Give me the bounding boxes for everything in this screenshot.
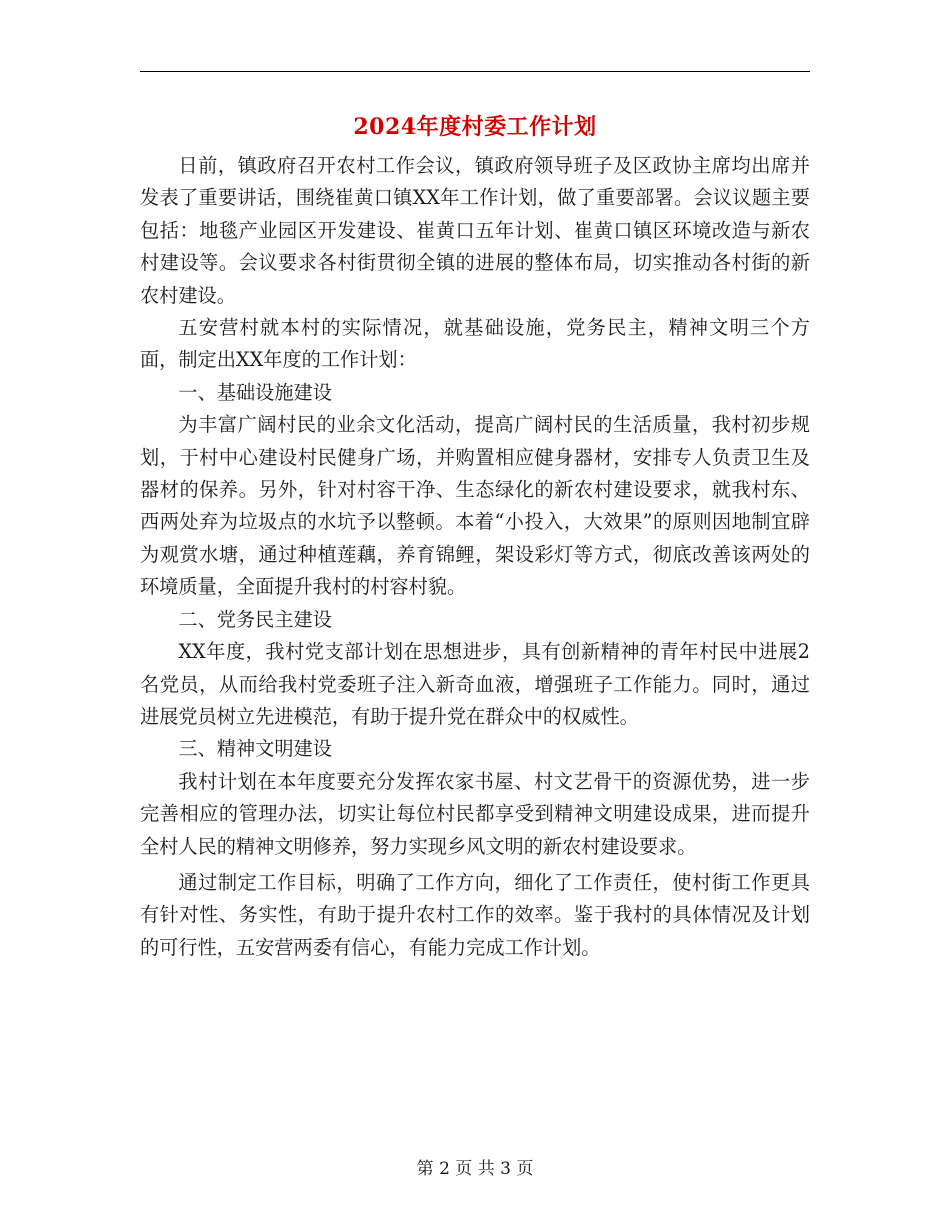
document-body	[140, 150, 810, 964]
paragraph-conclusion: 通过制定工作目标，明确了工作方向，细化了工作责任，使村街工作更具有针对性、务实性，有助于提升农村工作的效率。鉴于我村的具体情况及计划的可行性，五安营两委有信心，有能力完成工作计划。	[140, 870, 810, 959]
paragraph-infrastructure: 为丰富广阔村民的业余文化活动，提高广阔村民的生活质量，我村初步规划，于村中心建设村民健身广场，并购置相应健身器材，安排专人负责卫生及器材的保养。另外，针对村容干净、生态绿化的新农村建设要求，就我村东、西两处弃为垃圾点的水坑予以整顿。本着“小投入，大效果”的原则因地制宜辟为观赏水塘，通过种植莲藕，养育锦鲤，架设彩灯等方式，彻底改善该两处的环境质量，全面提升我村的村容村貌。	[140, 413, 810, 599]
heading-infrastructure: 一、基础设施建设	[178, 380, 332, 404]
paragraph-meeting-summary: 日前，镇政府召开农村工作会议，镇政府领导班子及区政协主席均出席并发表了重要讲话，围绕崔黄口镇XX年工作计划，做了重要部署。会议议题主要包括：地毯产业园区开发建设、崔黄口五年计划、崔黄口镇区环境改造与新农村建设等。会议要求各村街贯彻全镇的进展的整体布局，切实推动各村街的新农村建设。	[140, 154, 810, 307]
paragraph-spiritual-civilization: 我村计划在本年度要充分发挥农家书屋、村文艺骨干的资源优势，进一步完善相应的管理办法，切实让每位村民都享受到精神文明建设成果，进而提升全村人民的精神文明修养，努力实现乡风文明的新农村建设要求。	[140, 769, 810, 858]
paragraph-plan-intro: 五安营村就本村的实际情况，就基础设施，党务民主，精神文明三个方面，制定出XX年度的工作计划：	[140, 316, 810, 372]
page-number: 第 2 页 共 3 页	[416, 1159, 534, 1179]
paragraph-party-democracy: XX年度，我村党支部计划在思想进步，具有创新精神的青年村民中进展2名党员，从而给我村党委班子注入新奇血液，增强班子工作能力。同时，通过进展党员树立先进模范，有助于提升党在群众中的权威性。	[140, 640, 810, 728]
document-title: 2024年度村委工作计划	[353, 114, 597, 140]
header-rule	[140, 71, 810, 72]
heading-spiritual-civilization: 三、精神文明建设	[178, 737, 332, 761]
heading-party-democracy: 二、党务民主建设	[178, 607, 332, 631]
